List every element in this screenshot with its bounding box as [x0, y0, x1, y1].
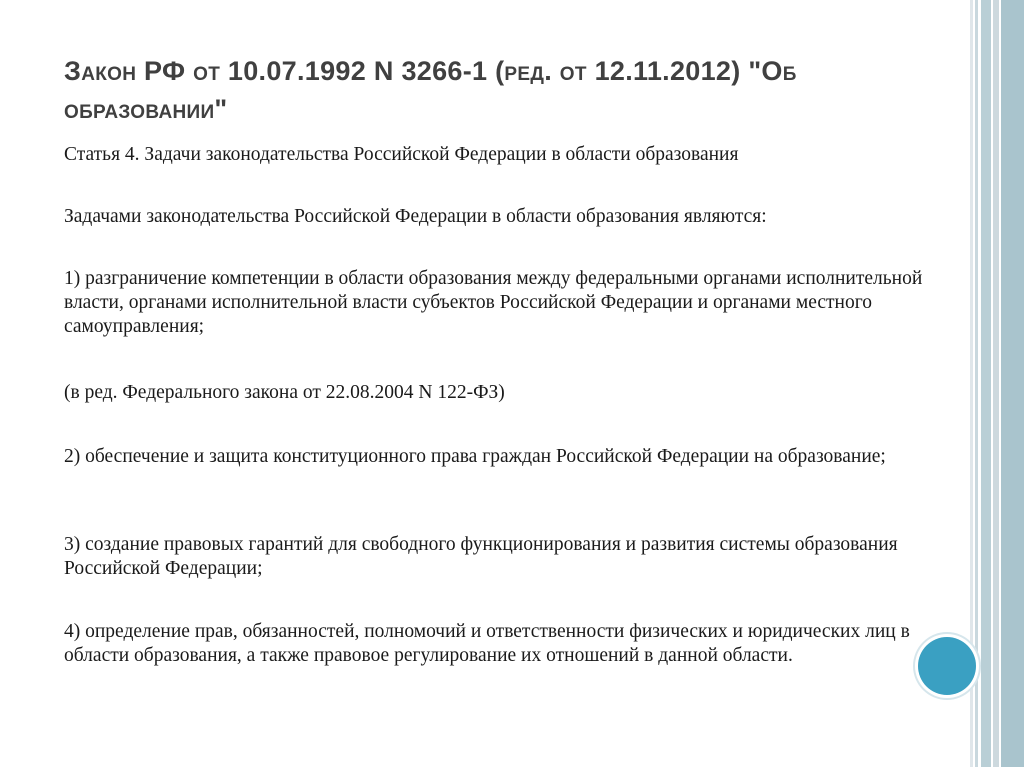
list-item-4: 4) определение прав, обязанностей, полномочий и ответственности физических и юридических лиц в области образования, а также правовое регулирование их отношений в данной области. — [64, 621, 910, 666]
intro-paragraph: Задачами законодательства Российской Федерации в области образования являются: — [64, 206, 767, 227]
slide-title: Закон РФ от 10.07.1992 N 3266-1 (ред. от 12.11.2012) "Об образовании" — [64, 56, 797, 124]
amendment-note: (в ред. Федерального закона от 22.08.2004 N 122-ФЗ) — [64, 382, 505, 403]
stripe — [1001, 0, 1024, 767]
stripe — [975, 0, 978, 767]
list-item-2: 2) обеспечение и защита конституционного права граждан Российской Федерации на образование; — [64, 446, 886, 467]
list-item-1: 1) разграничение компетенции в области образования между федеральными органами исполнительной власти, органами исполнительной власти субъектов Российской Федерации и органами местного самоуправления; — [64, 268, 923, 337]
list-item-3: 3) создание правовых гарантий для свободного функционирования и развития системы образования Российской Федерации; — [64, 534, 898, 579]
decorative-circle — [918, 637, 976, 695]
stripe — [981, 0, 991, 767]
decorative-stripes — [970, 0, 1024, 767]
article-heading: Статья 4. Задачи законодательства Российской Федерации в области образования — [64, 144, 739, 165]
stripe — [993, 0, 999, 767]
